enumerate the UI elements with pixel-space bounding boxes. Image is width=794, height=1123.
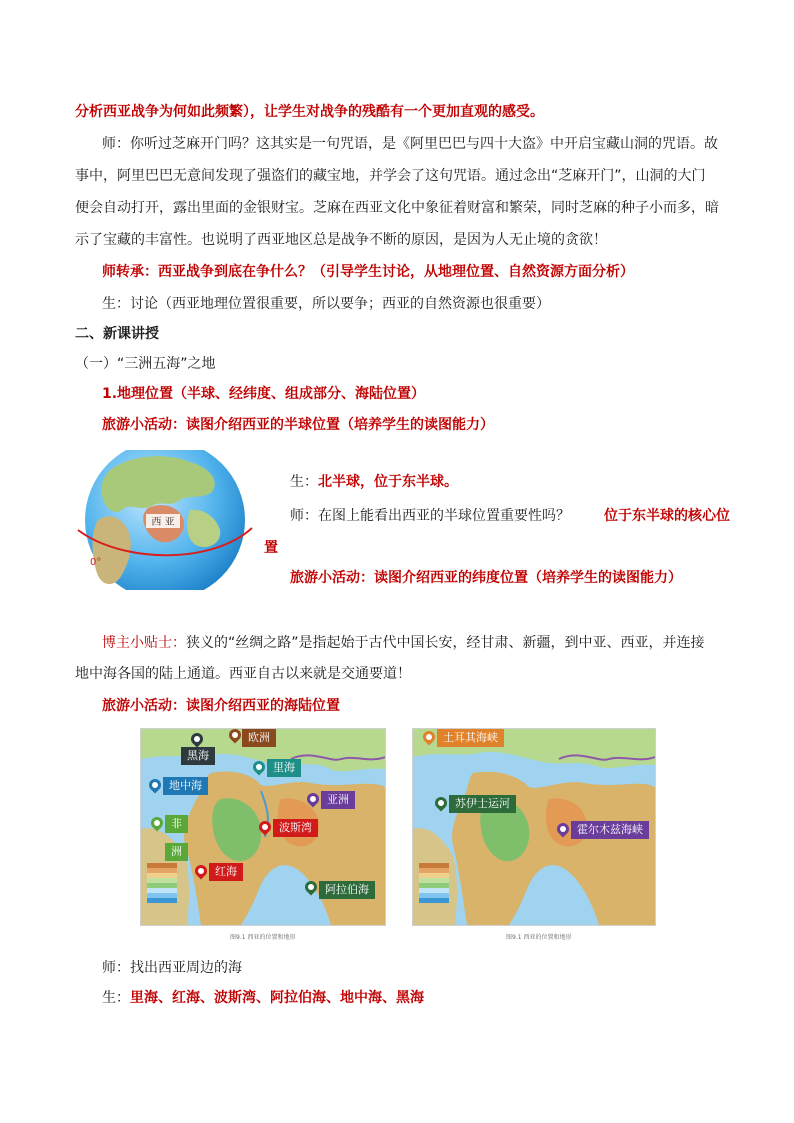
right-map-legend — [419, 863, 449, 903]
student-discussion: 生：讨论（西亚地理位置很重要，所以要争；西亚的自然资源也很重要） — [102, 296, 550, 312]
label-africa-1: 非 — [165, 815, 188, 833]
left-map-caption: 图9.1 西亚的位置和地形 — [230, 934, 296, 941]
teacher-transition: 师转承：西亚战争到底在争什么？（引导学生讨论，从地理位置、自然资源方面分析） — [102, 264, 634, 280]
teacher-paragraph-line-4: 示了宝藏的丰富性。也说明了西亚地区总是战争不断的原因，是因为人无止境的贪欲！ — [75, 232, 607, 248]
student-hemisphere-answer — [290, 472, 458, 492]
equator-label: 0° — [90, 557, 102, 568]
activity-hemisphere: 旅游小活动：读图介绍西亚的半球位置（培养学生的读图能力） — [102, 417, 494, 433]
right-map-caption: 图9.1 西亚的位置和地形 — [506, 934, 572, 941]
label-turkish-straits: 土耳其海峡 — [437, 729, 504, 747]
section-heading: 二、新课讲授 — [75, 326, 159, 342]
label-mediterranean: 地中海 — [163, 777, 208, 795]
label-asia: 亚洲 — [321, 791, 355, 809]
region-label: 西 亚 — [151, 517, 175, 528]
teacher-question-importance: 师：在图上能看出西亚的半球位置重要性吗？ — [290, 508, 570, 524]
tip-line-1 — [102, 633, 705, 653]
activity-sea-land: 旅游小活动：读图介绍西亚的海陆位置 — [102, 698, 340, 714]
label-red-sea: 红海 — [209, 863, 243, 881]
label-caspian: 里海 — [267, 759, 301, 777]
map-left — [140, 728, 386, 926]
tip-line-2: 地中海各国的陆上通道。西亚自古以来就是交通要道！ — [75, 666, 411, 682]
label-europe: 欧洲 — [242, 729, 276, 747]
tip-text-1: 狭义的“丝绸之路”是指起始于古代中国长安，经甘肃、新疆，到中亚、西亚，并连接 — [186, 635, 705, 651]
teacher-paragraph-line-1: 师：你听过芝麻开门吗？这其实是一句咒语，是《阿里巴巴与四十大盗》中开启宝藏山洞的咒语。故 — [102, 136, 718, 152]
importance-answer: 位于东半球的核心位 — [604, 508, 730, 524]
intro-line: 分析西亚战争为何如此频繁），让学生对战争的残酷有一个更加直观的感受。 — [75, 104, 544, 120]
student-seas-list: 里海、红海、波斯湾、阿拉伯海、地中海、黑海 — [130, 990, 424, 1006]
tip-label: 博主小贴士： — [102, 635, 186, 651]
teacher-find-seas: 师：找出西亚周边的海 — [102, 960, 242, 976]
teacher-paragraph-line-3: 便会自动打开，露出里面的金银财宝。芝麻在西亚文化中象征着财富和繁荣，同时芝麻的种子小而多，暗 — [75, 200, 719, 216]
student-answer: 北半球，位于东半球。 — [318, 474, 458, 490]
importance-answer-wrap: 置 — [264, 540, 278, 556]
label-hormuz: 霍尔木兹海峡 — [571, 821, 649, 839]
label-africa-2: 洲 — [165, 843, 188, 861]
subsection-heading: （一）“三洲五海”之地 — [75, 356, 216, 372]
label-suez: 苏伊士运河 — [449, 795, 516, 813]
student-prefix: 生： — [290, 474, 318, 490]
globe-illustration — [70, 450, 260, 590]
label-black-sea: 黑海 — [181, 747, 215, 765]
left-map-legend — [147, 863, 177, 903]
teacher-paragraph-line-2: 事中，阿里巴巴无意间发现了强盗们的藏宝地，并学会了这句咒语。通过念出“芝麻开门”，山洞的大门 — [75, 168, 706, 184]
label-persian-gulf: 波斯湾 — [273, 819, 318, 837]
map-right — [412, 728, 656, 926]
globe-figure — [70, 450, 260, 590]
geo-location-heading: 1.地理位置（半球、经纬度、组成部分、海陆位置） — [102, 386, 426, 402]
label-arabian-sea: 阿拉伯海 — [319, 881, 375, 899]
student-prefix-2: 生： — [102, 990, 130, 1006]
activity-latitude: 旅游小活动：读图介绍西亚的纬度位置（培养学生的读图能力） — [290, 570, 682, 586]
student-seas-answer — [102, 988, 424, 1008]
